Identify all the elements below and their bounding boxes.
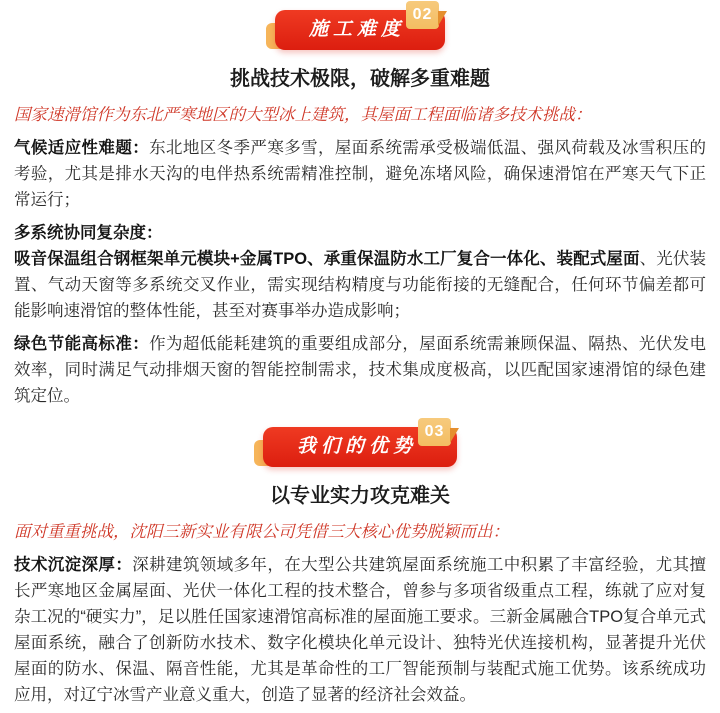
section-intro-text: 国家速滑馆作为东北严寒地区的大型冰上建筑，其屋面工程面临诸多技术挑战：: [14, 106, 592, 124]
paragraph-technical-expertise: [14, 552, 706, 708]
section-badge-row: [14, 423, 706, 467]
section-badge-row: [14, 6, 706, 50]
section-construction-difficulty: [14, 6, 707, 409]
section-title: 以专业实力攻克难关: [270, 485, 450, 507]
paragraph-lead: 多系统协同复杂度：: [14, 224, 163, 242]
paragraph-lead: 绿色节能高标准：: [14, 335, 150, 353]
paragraph-lead: 技术沉淀深厚：: [14, 556, 133, 574]
ribbon-number-tab: 03: [418, 418, 451, 446]
section-intro-text: 面对重重挑战，沈阳三新实业有限公司凭借三大核心优势脱颖而出：: [14, 523, 509, 541]
section-our-advantages: [14, 423, 707, 708]
paragraph-lead: 气候适应性难题：: [14, 139, 150, 157]
paragraph-green-energy-standard: [14, 331, 706, 409]
section-ribbon-badge: [263, 423, 457, 467]
section-title: 挑战技术极限，破解多重难题: [230, 68, 490, 90]
paragraph-text: 东北地区冬季严寒多雪，屋面系统需承受极端低温、强风荷载及冰雪积压的考验，尤其是排水天沟的电伴热系统需精准控制，避免冻堵风险，确保速滑馆在严寒天气下正常运行；: [14, 139, 707, 209]
paragraph-text: 深耕建筑领域多年，在大型公共建筑屋面系统施工中积累了丰富经验，尤其擅长严寒地区金属屋面、光伏一体化工程的技术整合，曾参与多项省级重点工程，练就了应对复杂工况的“硬实力”，足以胜任国家速滑馆高标准的屋面施工要求。三新金属融合TPO复合单元式屋面系统，融合了创新防水技术、数字化模块化单元设计、独特光伏连接机构，显著提升光伏屋面的防水、保温、隔音性能，尤其是革命性的工厂智能预制与装配式施工优势。该系统成功应用，对辽宁冰雪产业意义重大，创造了显著的经济社会效益。: [14, 556, 707, 704]
paragraph-bold-text: 吸音保温组合钢框架单元模块+金属TPO、承重保温防水工厂复合一体化、装配式屋面: [14, 250, 640, 268]
ribbon-label: 施工难度: [275, 10, 445, 50]
paragraph-text: 、光伏装置、气动天窗等多系统交叉作业，需实现结构精度与功能衔接的无缝配合，任何环节偏差都可能影响速滑馆的整体性能，甚至对赛事举办造成影响；: [14, 250, 706, 320]
paragraph-climate-challenge: [14, 135, 706, 213]
ribbon-label: 我们的优势: [263, 427, 457, 467]
paragraph-text: 作为超低能耗建筑的重要组成部分，屋面系统需兼顾保温、隔热、光伏发电效率，同时满足气动排烟天窗的智能控制需求，技术集成度极高，以匹配国家速滑馆的绿色建筑定位。: [14, 335, 707, 405]
section-ribbon-badge: [275, 6, 445, 50]
paragraph-multi-system-complexity: [14, 220, 706, 324]
ribbon-number-tab: 02: [406, 1, 439, 29]
